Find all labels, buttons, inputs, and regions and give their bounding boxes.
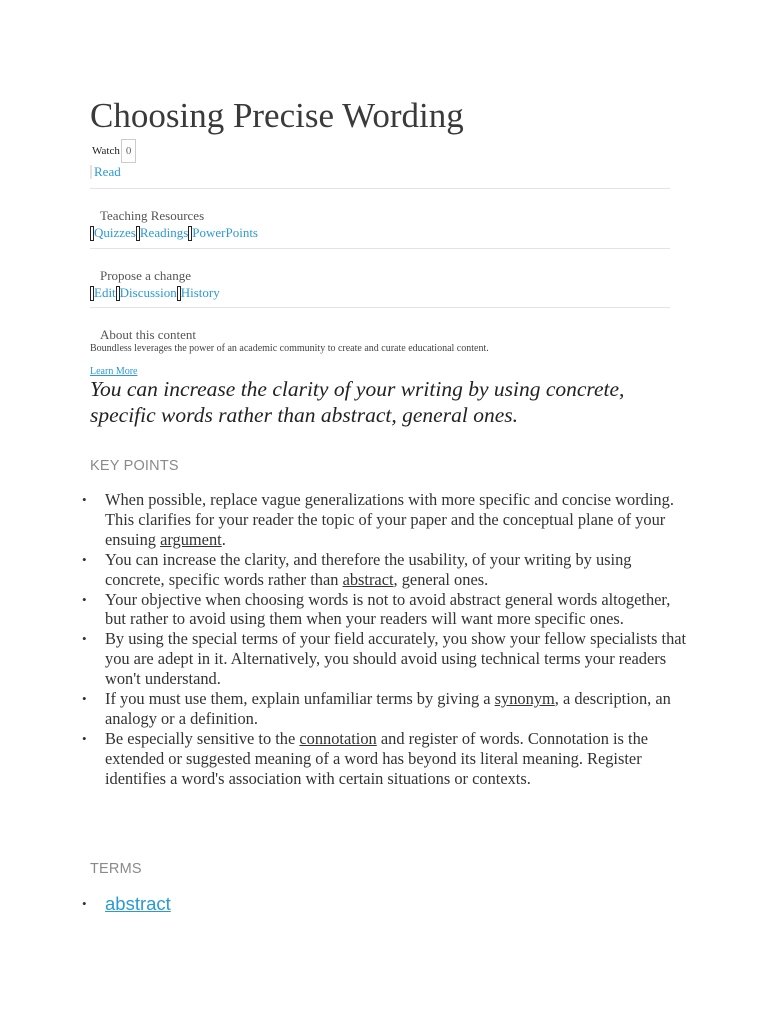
divider [90,307,670,308]
list-item: • By using the special terms of your field accurately, you show your fellow specialists that you are adept in it. Alternatively, you should avoid using technical terms your readers won't understand. [90,629,690,689]
term-link-synonym[interactable]: synonym [494,689,555,709]
term-link-connotation[interactable]: connotation [299,728,377,748]
about-content-label: About this content [100,327,197,342]
read-row [90,164,121,180]
list-item: • You can increase the clarity, and therefore the usability, of your writing by using concrete, specific words rather than abstract, general ones. [90,550,690,590]
key-points-list [90,490,690,789]
watch-control[interactable] [92,139,136,163]
list-item: • If you must use them, explain unfamiliar terms by giving a synonym, a description, an analogy or a definition. [90,689,690,729]
edit-link[interactable]: Edit [94,285,116,300]
teaching-resources-label: Teaching Resources [100,208,205,223]
key-points-heading: KEY POINTS [90,458,179,474]
divider [90,248,670,249]
watch-button[interactable]: Watch [92,145,120,157]
about-content-text: Boundless leverages the power of an academic community to create and curate educational content. [90,343,489,354]
list-item: • Be especially sensitive to the connotation and register of words. Connotation is the extended or suggested meaning of a word has beyond its literal meaning. Register identifies a word's association with certain situations or contexts. [90,729,690,789]
learn-more-link[interactable]: Learn More [90,366,138,377]
lead-summary: You can increase the clarity of your writing by using concrete, specific words rather than abstract, general ones. [90,377,625,427]
terms-list [90,893,171,915]
terms-heading: TERMS [90,861,142,877]
read-link[interactable]: Read [94,164,121,179]
term-link-abstract[interactable]: abstract [342,569,394,589]
term-abstract-link[interactable]: abstract [105,893,171,914]
teaching-resources-links [90,225,258,241]
list-item: • Your objective when choosing words is not to avoid abstract general words altogether, but rather to avoid using them when your readers will want more specific ones. [90,590,690,630]
page-title: Choosing Precise Wording [90,96,464,135]
propose-change-links [90,285,220,301]
watch-count-badge: 0 [121,139,137,163]
divider [90,188,670,189]
propose-change-label: Propose a change [100,268,191,283]
list-item [90,893,171,915]
read-marker-icon [90,165,92,179]
list-item: • When possible, replace vague generalizations with more specific and concise wording. This clarifies for your reader the topic of your paper and the conceptual plane of your ensuing argument. [90,490,690,550]
term-link-argument[interactable]: argument [160,529,222,549]
history-link[interactable]: History [180,285,220,300]
powerpoints-link[interactable]: PowerPoints [192,225,258,240]
discussion-link[interactable]: Discussion [119,285,177,300]
quizzes-link[interactable]: Quizzes [94,225,136,240]
readings-link[interactable]: Readings [139,225,189,240]
